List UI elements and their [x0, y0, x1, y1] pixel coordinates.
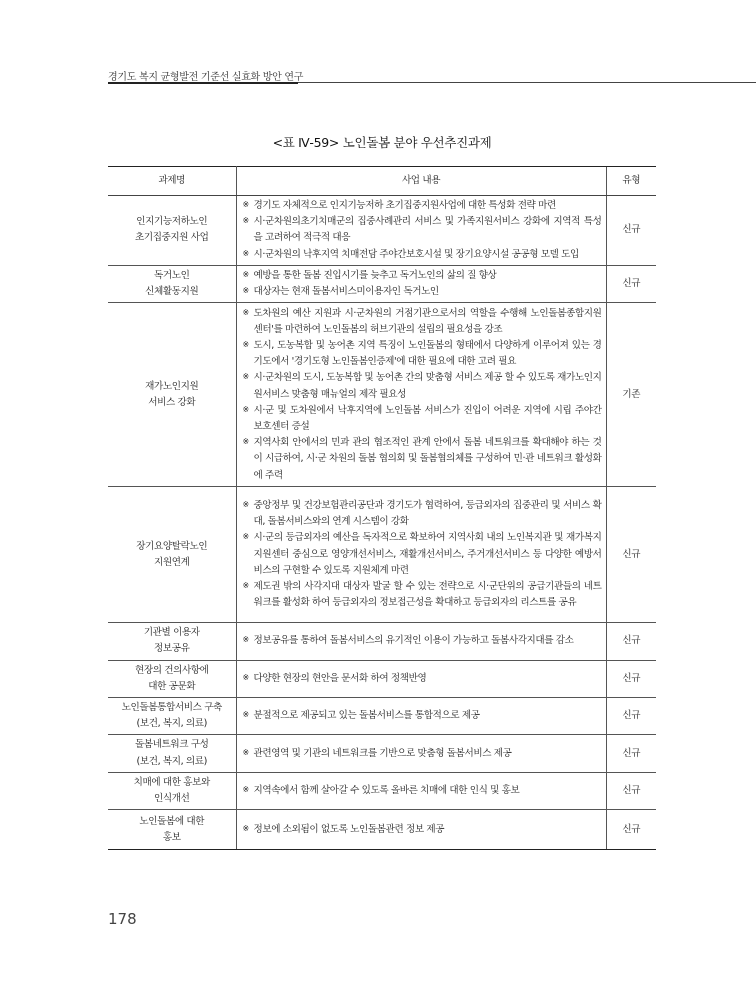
table-row — [108, 810, 656, 850]
content-item — [243, 633, 602, 649]
reference-mark: ※ — [242, 747, 249, 757]
reference-mark: ※ — [242, 216, 249, 226]
reference-mark: ※ — [242, 672, 249, 682]
task-content-cell — [236, 196, 606, 266]
reference-mark: ※ — [242, 710, 249, 720]
task-name-line: 지원연계 — [154, 556, 190, 568]
column-header-content: 사업 내용 — [236, 167, 606, 196]
content-item-text: 정보에 소외됨이 없도록 노인돌봄관련 정보 제공 — [253, 823, 445, 835]
content-item — [243, 708, 602, 724]
reference-mark: ※ — [242, 307, 249, 317]
reference-mark: ※ — [242, 404, 249, 414]
content-item — [243, 306, 602, 338]
reference-mark: ※ — [242, 286, 249, 296]
table-row — [108, 623, 656, 660]
task-content-cell — [236, 265, 606, 302]
task-name-line: 노인돌봄에 대한 — [139, 815, 205, 827]
table-row — [108, 196, 656, 266]
content-item — [243, 783, 602, 799]
task-type-cell: 신규 — [606, 623, 656, 660]
reference-mark: ※ — [242, 784, 249, 794]
task-name-cell — [108, 810, 236, 850]
reference-mark: ※ — [242, 823, 249, 833]
content-item-text: 정보공유를 통하여 돌봄서비스의 유기적인 이용이 가능하고 돌봄사각지대를 감소 — [253, 635, 574, 647]
reference-mark: ※ — [242, 532, 249, 542]
task-name-line: 서비스 강화 — [148, 396, 196, 408]
task-type-cell: 신규 — [606, 810, 656, 850]
content-item-text: 대상자는 현재 돌봄서비스미이용자인 독거노인 — [253, 286, 439, 298]
task-type-cell: 신규 — [606, 265, 656, 302]
task-type-cell: 신규 — [606, 660, 656, 697]
content-item-text: 지역사회 안에서의 민과 관의 협조적인 관계 안에서 돌봄 네트워크를 확대해야 하는 것이 시급하여, 시·군 차원의 돌봄 협의회 및 돌봄협의체를 구성하여 민·관 네트워크 활성화에 주력 — [253, 437, 602, 481]
task-name-line: 치매에 대한 홍보와 — [133, 776, 210, 788]
content-item — [243, 403, 602, 435]
task-content-cell — [236, 623, 606, 660]
content-item — [243, 247, 602, 263]
table-row — [108, 772, 656, 809]
content-item-text: 분절적으로 제공되고 있는 돌봄서비스를 통합적으로 제공 — [253, 710, 480, 722]
content-item-text: 관련영역 및 기관의 네트워크를 기반으로 맞춤형 돌봄서비스 제공 — [253, 747, 512, 759]
content-item-text: 예방을 통한 돌봄 진입시기를 늦추고 독거노인의 삶의 질 향상 — [253, 269, 497, 281]
task-content-cell — [236, 810, 606, 850]
reference-mark: ※ — [242, 248, 249, 258]
content-item — [243, 435, 602, 484]
table-row — [108, 698, 656, 735]
reference-mark: ※ — [242, 581, 249, 591]
task-name-cell — [108, 623, 236, 660]
content-item — [243, 530, 602, 579]
content-item — [243, 338, 602, 370]
content-item-text: 중앙정부 및 건강보험관리공단과 경기도가 협력하여, 등급외자의 집중관리 및 서비스 확대, 돌봄서비스와의 연계 시스템이 강화 — [253, 500, 602, 528]
content-item — [243, 284, 602, 300]
running-header-title: 경기도 복지 균형발전 기준선 실효화 방안 연구 — [108, 72, 304, 83]
content-item — [243, 370, 602, 402]
content-item — [243, 822, 602, 838]
task-content-cell — [236, 698, 606, 735]
task-name-line: 홍보 — [162, 831, 181, 843]
task-content-cell — [236, 303, 606, 487]
table-row — [108, 735, 656, 772]
task-name-cell — [108, 303, 236, 487]
content-item-text: 시·군차원의 도시, 도농복합 및 농어촌 간의 맞춤형 서비스 제공 할 수 있도록 재가노인지원서비스 맞춤형 매뉴얼의 제작 필요성 — [253, 372, 602, 400]
header-rule-accent — [108, 82, 298, 84]
task-name-line: 인지기능저하노인 — [136, 216, 208, 228]
task-name-cell — [108, 265, 236, 302]
task-content-cell — [236, 487, 606, 623]
task-name-line: 정보공유 — [154, 643, 190, 655]
task-name-line: (보건, 복지, 의료) — [136, 755, 207, 767]
reference-mark: ※ — [242, 437, 249, 447]
content-item — [243, 579, 602, 611]
content-item — [243, 671, 602, 687]
content-item-text: 다양한 현장의 현안을 문서화 하여 정책반영 — [253, 672, 427, 684]
task-name-line: (보건, 복지, 의료) — [136, 718, 207, 730]
task-name-line: 독거노인 — [154, 269, 190, 281]
task-name-cell — [108, 698, 236, 735]
task-name-cell — [108, 660, 236, 697]
content-item — [243, 198, 602, 214]
task-name-line: 재가노인지원 — [145, 380, 199, 392]
content-item-text: 시·군차원의 낙후지역 치매전담 주야간보호시설 및 장기요양시설 공공형 모델 도입 — [253, 248, 579, 260]
task-name-cell — [108, 772, 236, 809]
table-title: <표 Ⅳ-59> 노인돌봄 분야 우선추진과제 — [272, 135, 492, 150]
table-body — [108, 196, 656, 850]
content-item — [243, 746, 602, 762]
task-name-line: 인식개선 — [154, 793, 190, 805]
task-content-cell — [236, 772, 606, 809]
task-type-cell: 신규 — [606, 196, 656, 266]
content-item — [243, 268, 602, 284]
priority-tasks-table — [108, 166, 656, 850]
reference-mark: ※ — [242, 500, 249, 509]
content-item-text: 제도권 밖의 사각지대 대상자 발굴 할 수 있는 전략으로 시·군단위의 공급기관들의 네트워크를 활성화 하여 등급외자의 정보접근성을 확대하고 등급외자의 리스트를 공유 — [253, 581, 602, 609]
task-name-line: 돌봄네트워크 구성 — [134, 739, 209, 751]
table-row — [108, 265, 656, 302]
reference-mark: ※ — [242, 372, 249, 382]
content-item — [243, 214, 602, 246]
reference-mark: ※ — [242, 269, 249, 279]
table-row — [108, 660, 656, 697]
content-item-text: 도차원의 예산 지원과 시·군차원의 거점기관으로서의 역할을 수행해 노인돌봄종합지원센터'를 마련하여 노인돌봄의 허브기관의 설립의 필요성을 강조 — [253, 307, 602, 335]
column-header-type: 유형 — [606, 167, 656, 196]
content-item-text: 도시, 도농복합 및 농어촌 지역 특징이 노인돌봄의 형태에서 다양하게 이루어져 있는 경기도에서 '경기도형 노인돌봄인증제'에 대한 필요에 대한 고려 필요 — [253, 340, 602, 368]
task-name-line: 대한 공문화 — [148, 680, 196, 692]
task-name-cell — [108, 735, 236, 772]
table-row — [108, 487, 656, 623]
reference-mark: ※ — [242, 340, 249, 349]
content-item-text: 시·군 및 도차원에서 낙후지역에 노인돌봄 서비스가 진입이 어려운 지역에 시립 주야간보호센터 증설 — [253, 404, 602, 433]
task-name-line: 장기요양탈락노인 — [136, 540, 208, 552]
task-type-cell: 신규 — [606, 698, 656, 735]
task-name-line: 노인돌봄통합서비스 구축 — [121, 702, 222, 714]
content-item — [243, 498, 602, 530]
content-item-text: 시·군차원의초기치매군의 집중사례관리 서비스 및 가족지원서비스 강화에 지역적 특성을 고려하여 적극적 대응 — [253, 216, 602, 244]
task-name-line: 신체활동지원 — [145, 286, 199, 298]
task-type-cell: 신규 — [606, 772, 656, 809]
task-type-cell: 신규 — [606, 735, 656, 772]
task-name-cell — [108, 196, 236, 266]
task-name-line: 초기집중지원 사업 — [134, 232, 209, 244]
table-header-row — [108, 167, 656, 196]
task-content-cell — [236, 660, 606, 697]
content-item-text: 시·군의 등급외자의 예산을 독자적으로 확보하여 지역사회 내의 노인복지관 및 재가복지지원센터 중심으로 영양개선서비스, 재활개선서비스, 주거개선서비스 등 다양한 예방서비스의 구현할 수 있도록 지원체계 마련 — [253, 532, 602, 576]
content-item-text: 지역속에서 함께 살아갈 수 있도록 올바른 치매에 대한 인식 및 홍보 — [253, 784, 520, 796]
reference-mark: ※ — [242, 200, 249, 209]
table-row — [108, 303, 656, 487]
page-number: 178 — [108, 910, 137, 928]
column-header-task-name: 과제명 — [108, 167, 236, 196]
task-type-cell: 기존 — [606, 303, 656, 487]
content-item-text: 경기도 자체적으로 인지기능저하 초기집중지원사업에 대한 특성화 전략 마련 — [253, 200, 556, 211]
task-name-line: 현장의 건의사항에 — [134, 664, 209, 676]
task-type-cell: 신규 — [606, 487, 656, 623]
task-name-cell — [108, 487, 236, 623]
reference-mark: ※ — [242, 635, 249, 645]
task-content-cell — [236, 735, 606, 772]
task-name-line: 기관별 이용자 — [143, 627, 200, 639]
